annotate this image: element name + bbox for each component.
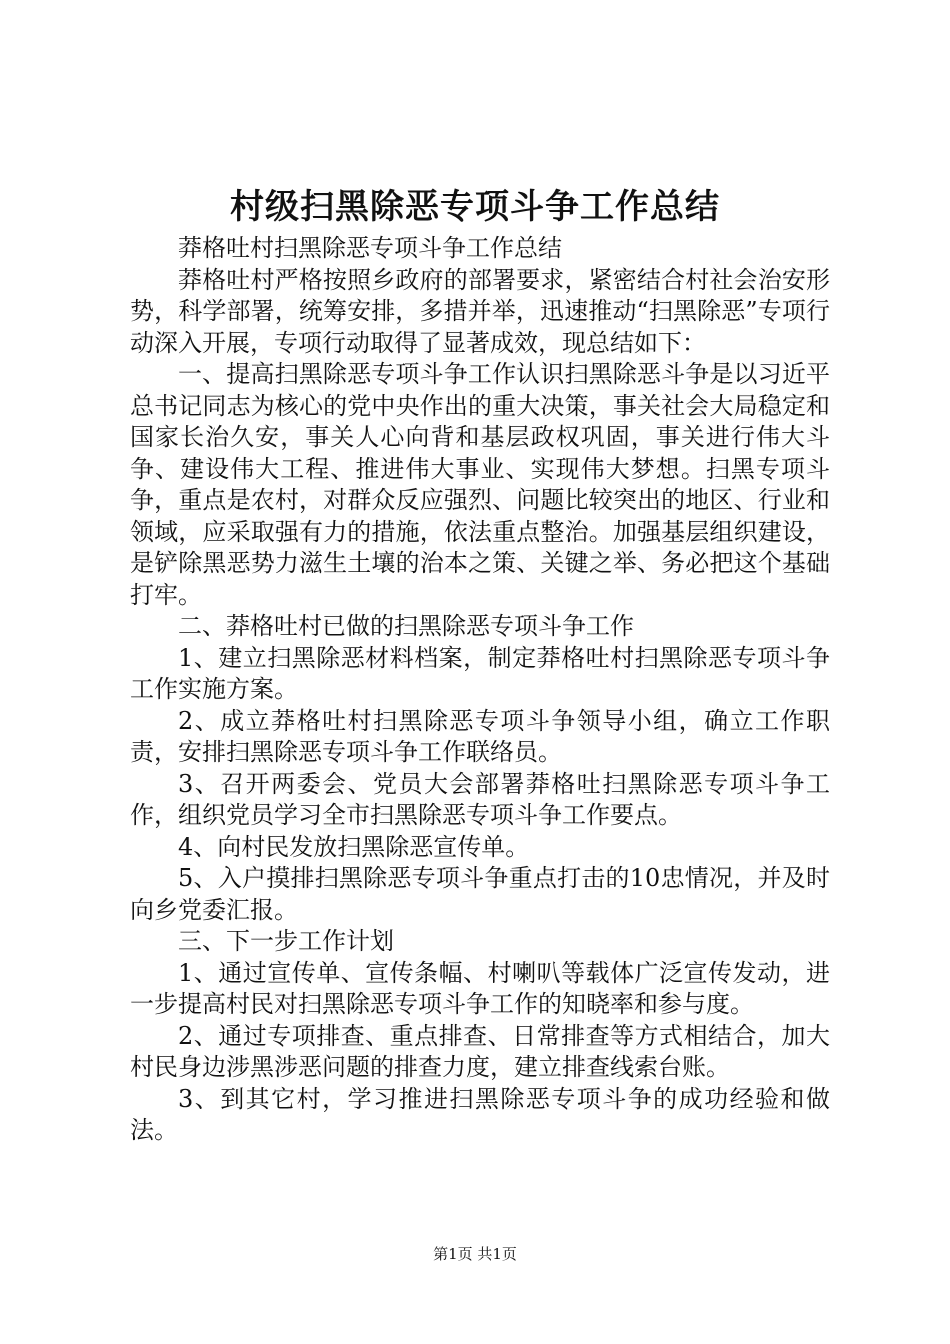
intro-paragraph: 莽格吐村严格按照乡政府的部署要求，紧密结合村社会治安形势，科学部署，统筹安排，多措并举，迅速推动“扫黑除恶”专项行动深入开展，专项行动取得了显著成效，现总结如下： [130, 265, 830, 357]
section-two-heading: 二、莽格吐村已做的扫黑除恶专项斗争工作 [178, 612, 634, 640]
list-item: 2、通过专项排查、重点排查、日常排查等方式相结合，加大村民身边涉黑涉恶问题的排查力度，建立排查线索台账。 [130, 1021, 830, 1081]
subtitle-paragraph: 莽格吐村扫黑除恶专项斗争工作总结 [178, 234, 562, 262]
document-title: 村级扫黑除恶专项斗争工作总结 [230, 187, 720, 227]
list-item: 3、召开两委会、党员大会部署莽格吐扫黑除恶专项斗争工作，组织党员学习全市扫黑除恶专项斗争工作要点。 [130, 769, 830, 829]
list-item: 5、入户摸排扫黑除恶专项斗争重点打击的10忠情况，并及时向乡党委汇报。 [130, 864, 830, 924]
page-number-footer: 第1页 共1页 [433, 1245, 517, 1263]
document-body [130, 233, 830, 1147]
section-one-paragraph: 一、提高扫黑除恶专项斗争工作认识扫黑除恶斗争是以习近平总书记同志为核心的党中央作出的重大决策，事关社会大局稳定和国家长治久安，事关人心向背和基层政权巩固，事关进行伟大斗争、建设伟大工程、推进伟大事业、实现伟大梦想。扫黑专项斗争，重点是农村，对群众反应强烈、问题比较突出的地区、行业和领域，应采取强有力的措施，依法重点整治。加强基层组织建设，是铲除黑恶势力滋生土壤的治本之策、关键之举、务必把这个基础打牢。 [130, 360, 830, 609]
section-three-heading: 三、下一步工作计划 [178, 927, 394, 955]
list-item: 1、通过宣传单、宣传条幅、村喇叭等载体广泛宣传发动，进一步提高村民对扫黑除恶专项斗争工作的知晓率和参与度。 [130, 958, 830, 1018]
list-item: 2、成立莽格吐村扫黑除恶专项斗争领导小组，确立工作职责，安排扫黑除恶专项斗争工作联络员。 [130, 706, 830, 766]
list-item: 4、向村民发放扫黑除恶宣传单。 [178, 832, 530, 861]
list-item: 1、建立扫黑除恶材料档案，制定莽格吐村扫黑除恶专项斗争工作实施方案。 [130, 643, 830, 703]
list-item: 3、到其它村，学习推进扫黑除恶专项斗争的成功经验和做法。 [130, 1084, 830, 1144]
